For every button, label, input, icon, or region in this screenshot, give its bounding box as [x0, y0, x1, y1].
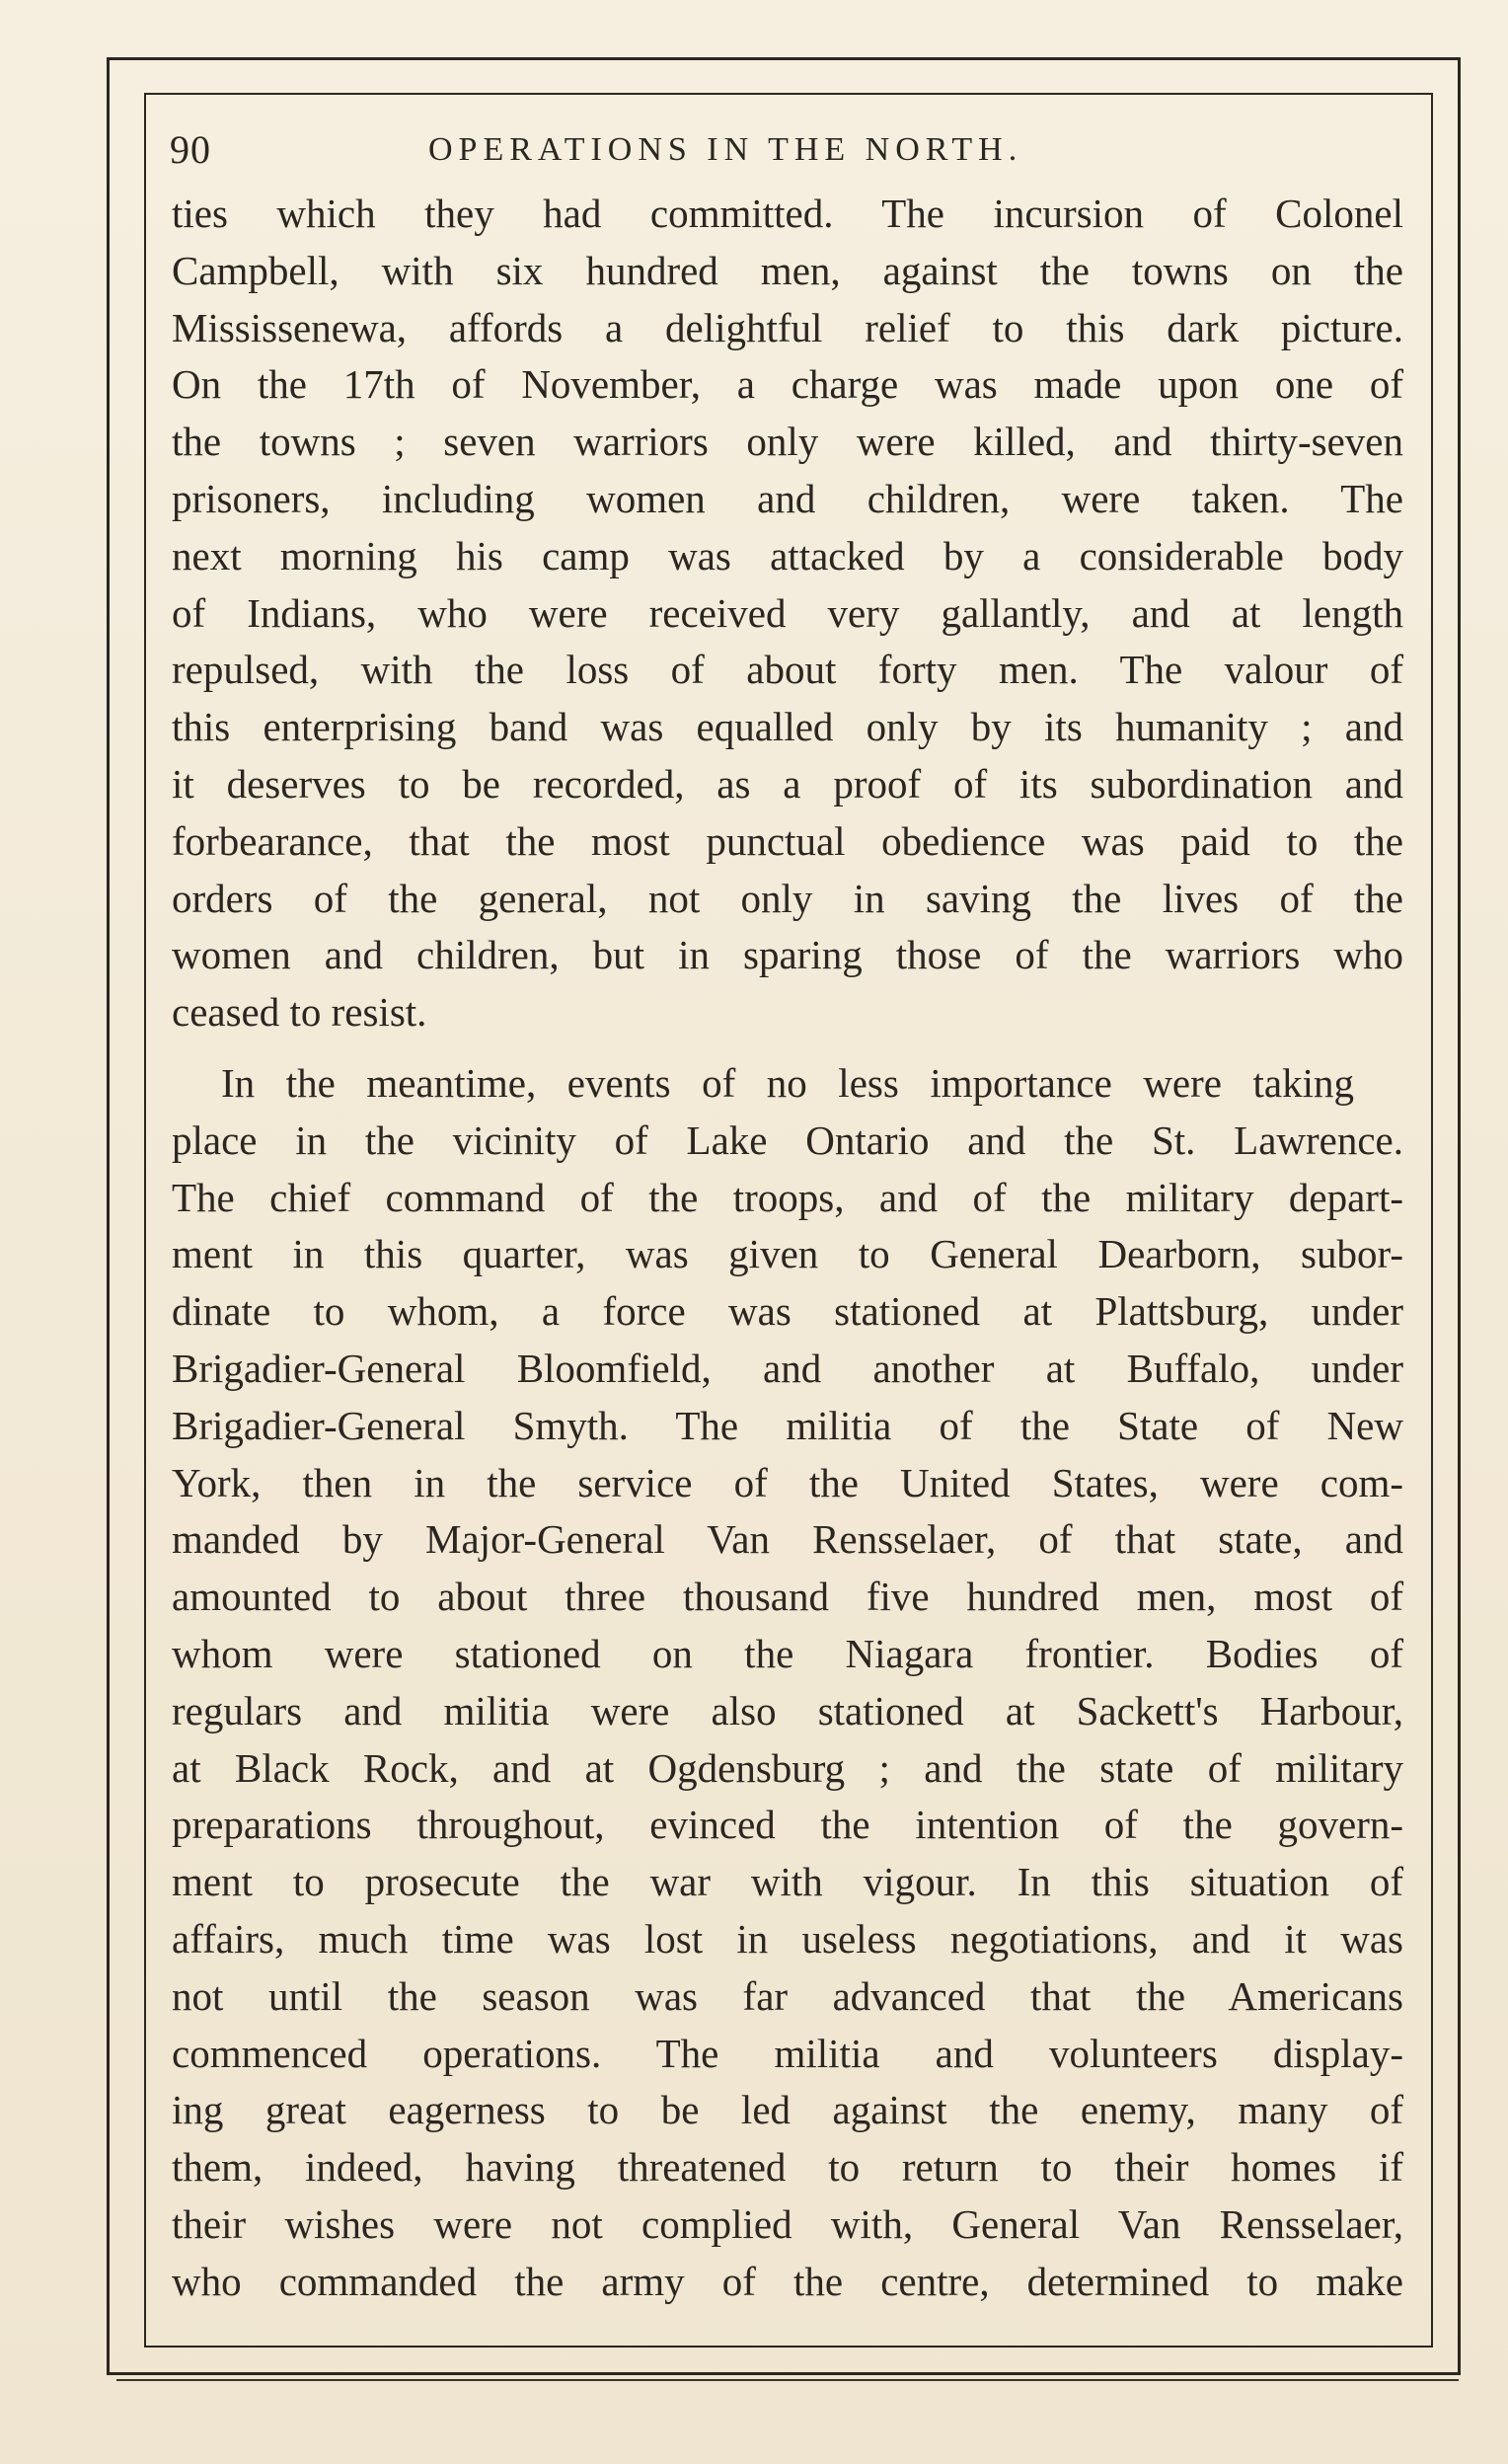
text-line: On the 17th of November, a charge was made upon one of [172, 361, 1403, 408]
text-line: In the meantime, events of no less importance were taking [221, 1059, 1354, 1106]
text-line: ceased to resist. [172, 989, 427, 1036]
paragraph-2 [172, 1055, 1403, 2311]
text-line: Mississenewa, affords a delightful relief to this dark picture. [172, 304, 1403, 350]
text-line: repulsed, with the loss of about forty men. The valour of [172, 647, 1403, 693]
text-line: this enterprising band was equalled only by its humanity ; and [172, 704, 1403, 750]
text-line: dinate to whom, a force was stationed at Plattsburg, under [172, 1288, 1403, 1335]
text-line: ing great eagerness to be led against the enemy, many of [172, 2087, 1403, 2133]
text-line: commenced operations. The militia and volunteers display- [172, 2030, 1403, 2076]
text-line: York, then in the service of the United States, were com- [172, 1459, 1403, 1505]
text-line: ment in this quarter, was given to General Dearborn, subor- [172, 1231, 1403, 1277]
text-line: affairs, much time was lost in useless negotiations, and it was [172, 1915, 1403, 1962]
text-line: Campbell, with six hundred men, against the towns on the [172, 247, 1403, 293]
text-line: The chief command of the troops, and of the military depart- [172, 1174, 1403, 1220]
text-line: preparations throughout, evinced the intention of the govern- [172, 1802, 1403, 1848]
text-line: their wishes were not complied with, General Van Rensselaer, [172, 2200, 1403, 2247]
text-line: ment to prosecute the war with vigour. In this situation of [172, 1859, 1403, 1905]
text-line: regulars and militia were also stationed at Sackett's Harbour, [172, 1687, 1403, 1733]
text-line: ties which they had committed. The incursion of Colonel [172, 191, 1403, 236]
text-line: place in the vicinity of Lake Ontario and the St. Lawrence. [172, 1116, 1403, 1163]
text-line: forbearance, that the most punctual obedience was paid to the [172, 817, 1403, 864]
text-line: Brigadier-General Smyth. The militia of the State of New [172, 1402, 1403, 1448]
text-line: the towns ; seven warriors only were killed, and thirty-seven [172, 419, 1403, 465]
page-number: 90 [170, 127, 211, 172]
text-line: of Indians, who were received very gallantly, and at length [172, 589, 1403, 636]
text-line: who commanded the army of the centre, determined to make [172, 2258, 1403, 2304]
paragraph-1 [172, 186, 1403, 1041]
text-line: prisoners, including women and children, were taken. The [172, 475, 1403, 521]
bottom-rule [116, 2379, 1459, 2381]
body-text [172, 186, 1403, 2310]
text-line: it deserves to be recorded, as a proof of its subordination and [172, 760, 1403, 807]
text-line: next morning his camp was attacked by a considerable body [172, 532, 1403, 578]
text-line: them, indeed, having threatened to return to their homes if [172, 2144, 1403, 2191]
text-line: at Black Rock, and at Ogdensburg ; and the state of military [172, 1744, 1403, 1791]
text-line: not until the season was far advanced that the Americans [172, 1972, 1403, 2019]
text-line: whom were stationed on the Niagara frontier. Bodies of [172, 1630, 1403, 1676]
text-line: amounted to about three thousand five hundred men, most of [172, 1574, 1403, 1620]
text-line: women and children, but in sparing those of the warriors who [172, 932, 1403, 978]
running-head: OPERATIONS IN THE NORTH. [428, 131, 1023, 168]
text-line: manded by Major-General Van Rensselaer, of that state, and [172, 1516, 1403, 1563]
text-line: orders of the general, not only in saving the lives of the [172, 875, 1403, 921]
text-line: Brigadier-General Bloomfield, and another at Buffalo, under [172, 1345, 1403, 1391]
